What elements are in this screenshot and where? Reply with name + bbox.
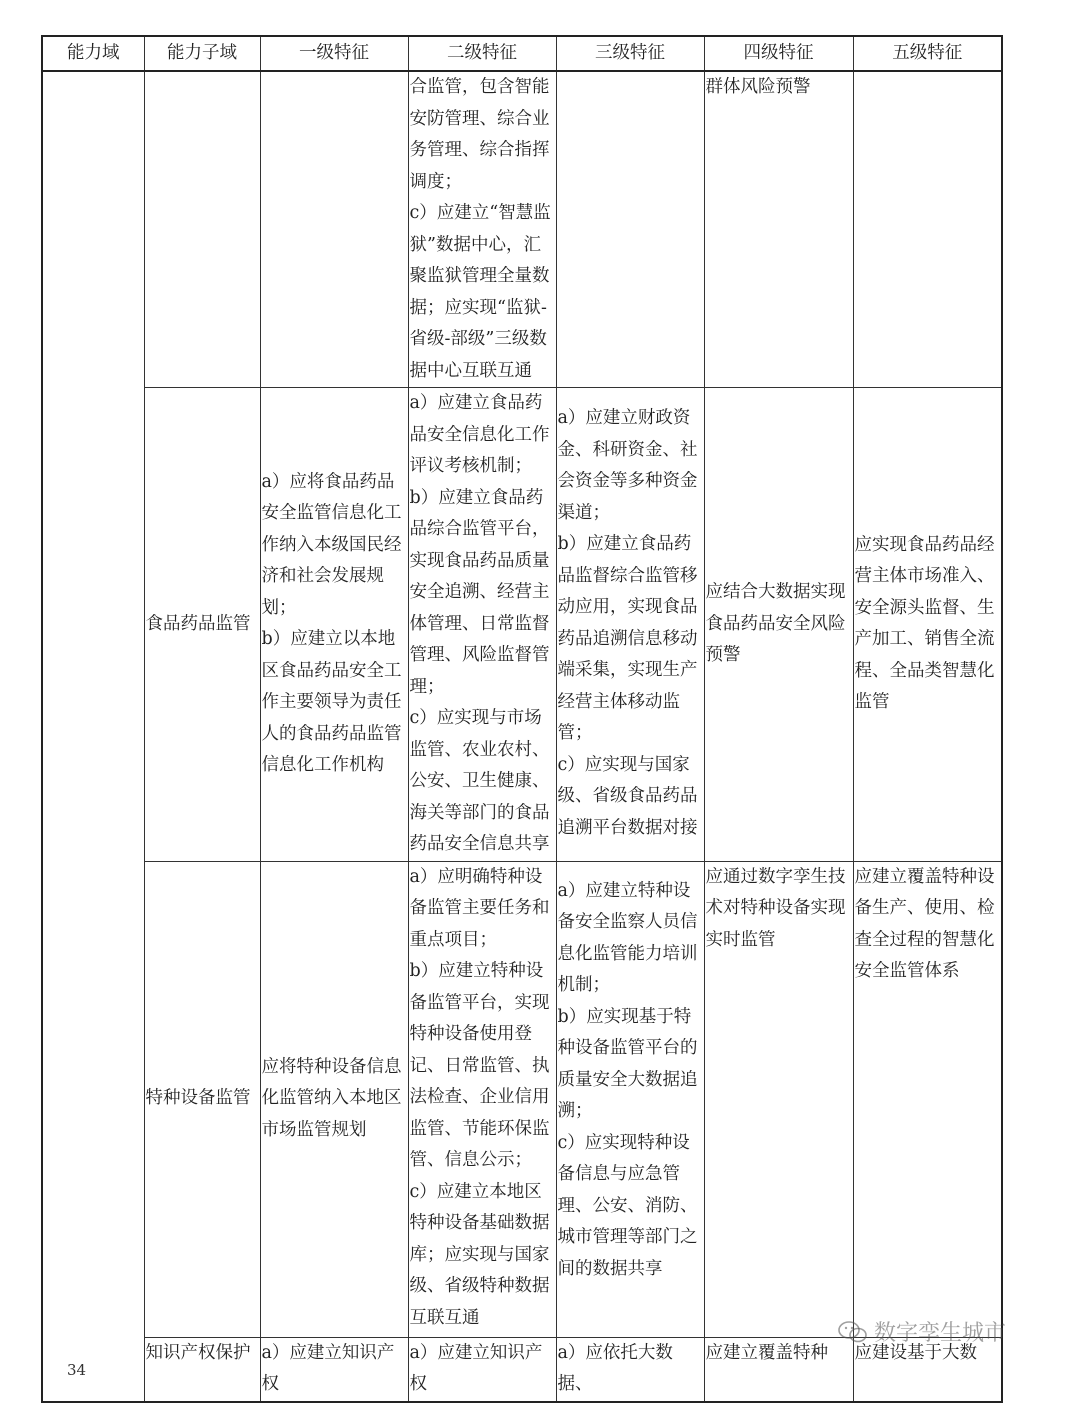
level4-cell: 应通过数字孪生技术对特种设备实现实时监管 <box>704 861 853 1337</box>
watermark <box>838 1316 1006 1347</box>
level4-cell: 应建立覆盖特种 <box>704 1337 853 1402</box>
specification-table <box>41 35 1003 1403</box>
level4-cell: 群体风险预警 <box>704 71 853 388</box>
subdomain-cell: 特种设备监管 <box>144 861 260 1337</box>
level5-cell <box>853 71 1002 388</box>
subdomain-cell: 食品药品监管 <box>144 388 260 862</box>
level3-cell: a）应建立财政资金、科研资金、社会资金等多种资金渠道； b）应建立食品药品监督综合监管移动应用，实现食品药品追溯信息移动端采集，实现生产经营主体移动监管； c）应实现与国家级、省级食品药品追溯平台数据对接 <box>556 388 704 862</box>
header-level-5: 五级特征 <box>853 36 1002 71</box>
level2-cell: a）应建立食品药品安全信息化工作评议考核机制； b）应建立食品药品综合监管平台，实现食品药品质量安全追溯、经营主体管理、日常监督管理、风险监督管理； c）应实现与市场监管、农业农村、公安、卫生健康、海关等部门的食品药品安全信息共享 <box>408 388 556 862</box>
level1-cell <box>260 71 408 388</box>
header-level-1: 一级特征 <box>260 36 408 71</box>
level2-cell: 合监管，包含智能安防管理、综合业务管理、综合指挥调度； c）应建立“智慧监狱”数据中心，汇聚监狱管理全量数据；应实现“监狱-省级-部级”三级数据中心互联互通 <box>408 71 556 388</box>
subdomain-cell: 知识产权保护 <box>144 1337 260 1402</box>
level3-cell: a）应依托大数据、 <box>556 1337 704 1402</box>
level2-cell: a）应明确特种设备监管主要任务和重点项目； b）应建立特种设备监管平台，实现特种设备使用登记、日常监管、执法检查、企业信用监管、节能环保监管、信息公示； c）应建立本地区特种设备基础数据库；应实现与国家级、省级特种数据互联互通 <box>408 861 556 1337</box>
level4-cell: 应结合大数据实现食品药品安全风险预警 <box>704 388 853 862</box>
header-row <box>42 36 1002 71</box>
level5-cell: 应建设基于大数 <box>853 1337 1002 1402</box>
level1-cell: a）应建立知识产权 <box>260 1337 408 1402</box>
level2-cell: a）应建立知识产权 <box>408 1337 556 1402</box>
table-row <box>42 71 1002 388</box>
level5-cell: 应实现食品药品经营主体市场准入、安全源头监督、生产加工、销售全流程、全品类智慧化监管 <box>853 388 1002 862</box>
header-capability-subdomain: 能力子域 <box>144 36 260 71</box>
table-row <box>42 388 1002 862</box>
header-level-4: 四级特征 <box>704 36 853 71</box>
capability-domain-cell <box>42 71 144 1402</box>
page-number: 34 <box>67 1361 87 1379</box>
wechat-icon <box>838 1320 868 1344</box>
level1-cell: 应将特种设备信息化监管纳入本地区市场监管规划 <box>260 861 408 1337</box>
watermark-text: 数字孪生城市 <box>874 1321 1007 1346</box>
header-level-2: 二级特征 <box>408 36 556 71</box>
header-level-3: 三级特征 <box>556 36 704 71</box>
level3-cell: a）应建立特种设备安全监察人员信息化监管能力培训机制； b）应实现基于特种设备监管平台的质量安全大数据追溯； c）应实现特种设备信息与应急管理、公安、消防、城市管理等部门之间的数据共享 <box>556 861 704 1337</box>
level5-cell: 应建立覆盖特种设备生产、使用、检查全过程的智慧化安全监管体系 <box>853 861 1002 1337</box>
subdomain-cell <box>144 71 260 388</box>
level3-cell <box>556 71 704 388</box>
header-capability-domain: 能力域 <box>42 36 144 71</box>
level1-cell: a）应将食品药品安全监管信息化工作纳入本级国民经济和社会发展规划； b）应建立以本地区食品药品安全工作主要领导为责任人的食品药品监管信息化工作机构 <box>260 388 408 862</box>
table-row <box>42 861 1002 1337</box>
